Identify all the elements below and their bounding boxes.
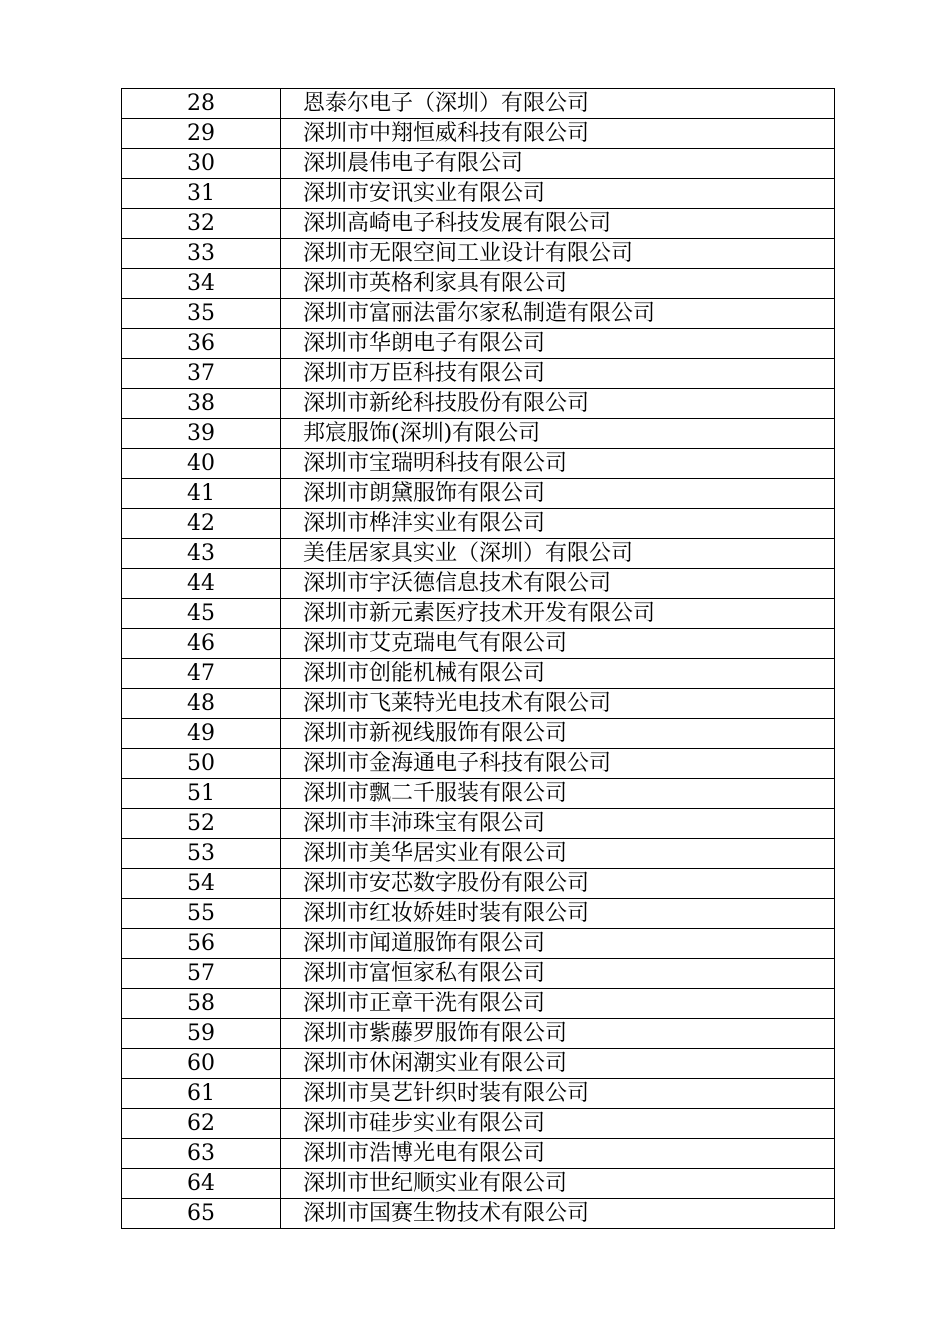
table-row: [122, 149, 835, 179]
company-name-cell: 深圳市紫藤罗服饰有限公司: [281, 1019, 835, 1049]
row-number-cell: 62: [122, 1109, 281, 1139]
table-row: [122, 1169, 835, 1199]
table-row: [122, 269, 835, 299]
row-number-cell: 34: [122, 269, 281, 299]
company-name-cell: 美佳居家具实业（深圳）有限公司: [281, 539, 835, 569]
company-name-cell: 深圳市昊艺针织时装有限公司: [281, 1079, 835, 1109]
row-number-cell: 58: [122, 989, 281, 1019]
table-row: [122, 839, 835, 869]
table-row: [122, 239, 835, 269]
row-number-cell: 51: [122, 779, 281, 809]
company-name-cell: 深圳市富丽法雷尔家私制造有限公司: [281, 299, 835, 329]
company-name-cell: 深圳市正章干洗有限公司: [281, 989, 835, 1019]
row-number-cell: 57: [122, 959, 281, 989]
row-number-cell: 47: [122, 659, 281, 689]
row-number-cell: 48: [122, 689, 281, 719]
row-number-cell: 28: [122, 89, 281, 119]
row-number-cell: 33: [122, 239, 281, 269]
table-row: [122, 749, 835, 779]
company-name-cell: 深圳市美华居实业有限公司: [281, 839, 835, 869]
company-name-cell: 深圳市浩博光电有限公司: [281, 1139, 835, 1169]
company-list-body: [122, 89, 835, 1229]
row-number-cell: 52: [122, 809, 281, 839]
row-number-cell: 55: [122, 899, 281, 929]
row-number-cell: 50: [122, 749, 281, 779]
row-number-cell: 41: [122, 479, 281, 509]
row-number-cell: 39: [122, 419, 281, 449]
company-name-cell: 深圳市宇沃德信息技术有限公司: [281, 569, 835, 599]
row-number-cell: 63: [122, 1139, 281, 1169]
table-row: [122, 479, 835, 509]
row-number-cell: 35: [122, 299, 281, 329]
table-row: [122, 359, 835, 389]
row-number-cell: 44: [122, 569, 281, 599]
table-row: [122, 959, 835, 989]
table-row: [122, 569, 835, 599]
table-row: [122, 989, 835, 1019]
company-name-cell: 深圳市华朗电子有限公司: [281, 329, 835, 359]
company-name-cell: 深圳市新纶科技股份有限公司: [281, 389, 835, 419]
table-row: [122, 299, 835, 329]
company-name-cell: 深圳市桦沣实业有限公司: [281, 509, 835, 539]
company-name-cell: 深圳市宝瑞明科技有限公司: [281, 449, 835, 479]
company-name-cell: 深圳市闻道服饰有限公司: [281, 929, 835, 959]
table-row: [122, 329, 835, 359]
table-row: [122, 809, 835, 839]
table-row: [122, 209, 835, 239]
row-number-cell: 60: [122, 1049, 281, 1079]
row-number-cell: 36: [122, 329, 281, 359]
row-number-cell: 38: [122, 389, 281, 419]
company-list-table: [121, 88, 835, 1229]
company-name-cell: 恩泰尔电子（深圳）有限公司: [281, 89, 835, 119]
company-name-cell: 深圳市朗黛服饰有限公司: [281, 479, 835, 509]
table-row: [122, 899, 835, 929]
table-row: [122, 419, 835, 449]
company-name-cell: 深圳市休闲潮实业有限公司: [281, 1049, 835, 1079]
row-number-cell: 32: [122, 209, 281, 239]
table-row: [122, 1109, 835, 1139]
row-number-cell: 49: [122, 719, 281, 749]
company-name-cell: 深圳市新视线服饰有限公司: [281, 719, 835, 749]
table-row: [122, 1019, 835, 1049]
company-name-cell: 深圳市世纪顺实业有限公司: [281, 1169, 835, 1199]
company-name-cell: 深圳市安讯实业有限公司: [281, 179, 835, 209]
table-row: [122, 509, 835, 539]
company-name-cell: 深圳高崎电子科技发展有限公司: [281, 209, 835, 239]
company-name-cell: 深圳市新元素医疗技术开发有限公司: [281, 599, 835, 629]
row-number-cell: 65: [122, 1199, 281, 1229]
row-number-cell: 54: [122, 869, 281, 899]
company-name-cell: 深圳市国赛生物技术有限公司: [281, 1199, 835, 1229]
table-row: [122, 659, 835, 689]
table-row: [122, 629, 835, 659]
row-number-cell: 30: [122, 149, 281, 179]
row-number-cell: 43: [122, 539, 281, 569]
row-number-cell: 64: [122, 1169, 281, 1199]
table-row: [122, 119, 835, 149]
company-name-cell: 深圳市硅步实业有限公司: [281, 1109, 835, 1139]
table-row: [122, 1079, 835, 1109]
company-name-cell: 深圳市艾克瑞电气有限公司: [281, 629, 835, 659]
company-name-cell: 深圳市富恒家私有限公司: [281, 959, 835, 989]
row-number-cell: 37: [122, 359, 281, 389]
table-row: [122, 1049, 835, 1079]
row-number-cell: 40: [122, 449, 281, 479]
table-row: [122, 389, 835, 419]
table-row: [122, 719, 835, 749]
company-name-cell: 深圳市无限空间工业设计有限公司: [281, 239, 835, 269]
table-row: [122, 449, 835, 479]
company-name-cell: 深圳市中翔恒威科技有限公司: [281, 119, 835, 149]
row-number-cell: 42: [122, 509, 281, 539]
row-number-cell: 53: [122, 839, 281, 869]
row-number-cell: 31: [122, 179, 281, 209]
company-name-cell: 深圳市丰沛珠宝有限公司: [281, 809, 835, 839]
row-number-cell: 29: [122, 119, 281, 149]
company-name-cell: 邦宸服饰(深圳)有限公司: [281, 419, 835, 449]
table-row: [122, 179, 835, 209]
company-name-cell: 深圳市金海通电子科技有限公司: [281, 749, 835, 779]
table-row: [122, 779, 835, 809]
table-row: [122, 869, 835, 899]
table-row: [122, 1139, 835, 1169]
row-number-cell: 56: [122, 929, 281, 959]
table-row: [122, 599, 835, 629]
company-name-cell: 深圳市红妆娇娃时装有限公司: [281, 899, 835, 929]
table-row: [122, 929, 835, 959]
company-name-cell: 深圳晨伟电子有限公司: [281, 149, 835, 179]
company-name-cell: 深圳市安芯数字股份有限公司: [281, 869, 835, 899]
row-number-cell: 61: [122, 1079, 281, 1109]
company-name-cell: 深圳市飞莱特光电技术有限公司: [281, 689, 835, 719]
company-name-cell: 深圳市创能机械有限公司: [281, 659, 835, 689]
row-number-cell: 45: [122, 599, 281, 629]
company-name-cell: 深圳市英格利家具有限公司: [281, 269, 835, 299]
table-row: [122, 1199, 835, 1229]
row-number-cell: 59: [122, 1019, 281, 1049]
row-number-cell: 46: [122, 629, 281, 659]
table-row: [122, 689, 835, 719]
table-row: [122, 539, 835, 569]
company-name-cell: 深圳市万臣科技有限公司: [281, 359, 835, 389]
company-name-cell: 深圳市飘二千服装有限公司: [281, 779, 835, 809]
table-row: [122, 89, 835, 119]
